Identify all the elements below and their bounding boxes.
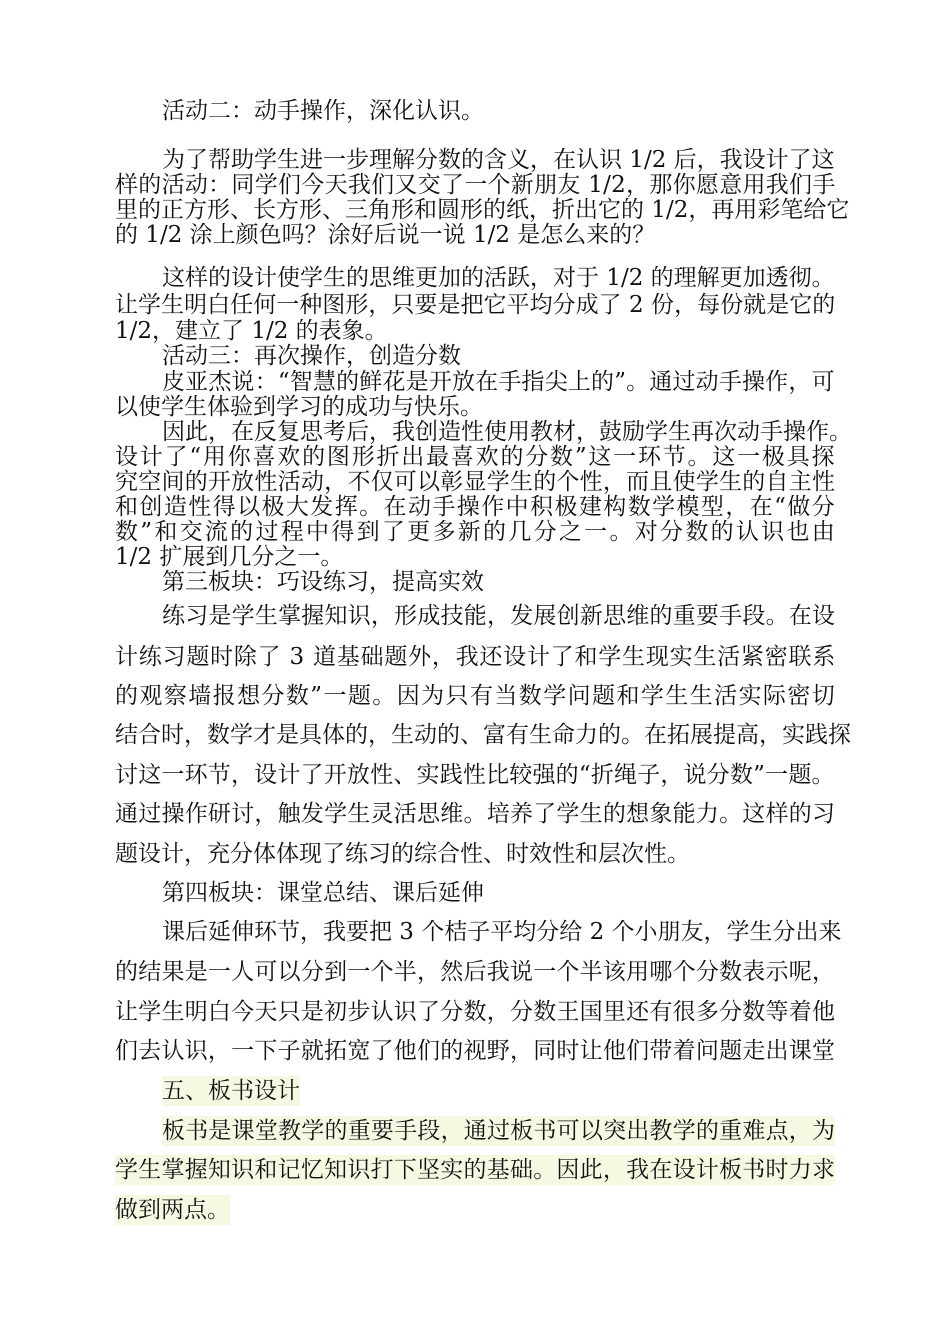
paragraph-line: 课后延伸环节，我要把 3 个桔子平均分给 2 个小朋友，学生分出来 <box>162 919 842 945</box>
paragraph-line: 让学生明白任何一种图形，只要是把它平均分成了 2 份，每份就是它的 <box>115 292 836 318</box>
paragraph-line: 做到两点。 <box>115 1197 230 1223</box>
heading-section-4: 第四板块：课堂总结、课后延伸 <box>162 880 484 906</box>
paragraph-line: 让学生明白今天只是初步认识了分数，分数王国里还有很多分数等着他 <box>115 999 836 1025</box>
paragraph-line: 1/2 扩展到几分之一。 <box>115 544 344 570</box>
paragraph-line: 和创造性得以极大发挥。在动手操作中积极建构数学模型，在“做分 <box>115 494 837 520</box>
paragraph-line: 学生掌握知识和记忆知识打下坚实的基础。因此，我在设计板书时力求 <box>115 1157 836 1183</box>
heading-activity-3: 活动三：再次操作，创造分数 <box>162 343 461 369</box>
heading-activity-2: 活动二：动手操作，深化认识。 <box>162 98 484 124</box>
paragraph-line: 计练习题时除了 3 道基础题外，我还设计了和学生现实生活紧密联系 <box>115 644 837 670</box>
paragraph-line: 结合时，数学才是具体的，生动的、富有生命力的。在拓展提高，实践探 <box>115 722 851 748</box>
heading-section-3: 第三板块：巧设练习，提高实效 <box>162 569 484 595</box>
paragraph-line: 究空间的开放性活动，不仅可以彰显学生的个性，而且使学生的自主性 <box>115 469 836 495</box>
paragraph-line: 1/2，建立了 1/2 的表象。 <box>115 318 388 344</box>
paragraph-line: 样的活动：同学们今天我们又交了一个新朋友 1/2，那你愿意用我们手 <box>115 172 836 198</box>
paragraph-line: 为了帮助学生进一步理解分数的含义，在认识 1/2 后，我设计了这 <box>162 147 835 173</box>
heading-section-5: 五、板书设计 <box>162 1078 300 1104</box>
paragraph-line: 板书是课堂教学的重要手段，通过板书可以突出教学的重难点，为 <box>162 1118 836 1144</box>
paragraph-line: 题设计，充分体体现了练习的综合性、时效性和层次性。 <box>115 841 690 867</box>
paragraph-line: 设计了“用你喜欢的图形折出最喜欢的分数”这一环节。这一极具探 <box>115 444 837 470</box>
paragraph-line: 这样的设计使学生的思维更加的活跃，对于 1/2 的理解更加透彻。 <box>162 265 835 291</box>
paragraph-line: 数”和交流的过程中得到了更多新的几分之一。对分数的认识也由 <box>115 519 838 545</box>
paragraph-line: 通过操作研讨，触发学生灵活思维。培养了学生的想象能力。这样的习 <box>115 801 836 827</box>
paragraph-line: 们去认识，一下子就拓宽了他们的视野，同时让他们带着问题走出课堂 <box>115 1038 836 1064</box>
paragraph-line: 因此，在反复思考后，我创造性使用教材，鼓励学生再次动手操作。 <box>162 419 852 445</box>
paragraph-line: 的 1/2 涂上颜色吗？涂好后说一说 1/2 是怎么来的？ <box>115 222 656 248</box>
paragraph-line: 的观察墙报想分数”一题。因为只有当数学问题和学生生活实际密切 <box>115 683 837 709</box>
paragraph-line: 讨这一环节，设计了开放性、实践性比较强的“折绳子，说分数”一题。 <box>115 762 835 788</box>
paragraph-line: 皮亚杰说：“智慧的鲜花是开放在手指尖上的”。通过动手操作，可 <box>162 369 835 395</box>
paragraph-line: 里的正方形、长方形、三角形和圆形的纸，折出它的 1/2，再用彩笔给它 <box>115 197 850 223</box>
paragraph-line: 以使学生体验到学习的成功与快乐。 <box>115 394 483 420</box>
paragraph-line: 练习是学生掌握知识，形成技能，发展创新思维的重要手段。在设 <box>162 603 836 629</box>
paragraph-line: 的结果是一人可以分到一个半，然后我说一个半该用哪个分数表示呢， <box>115 959 836 985</box>
